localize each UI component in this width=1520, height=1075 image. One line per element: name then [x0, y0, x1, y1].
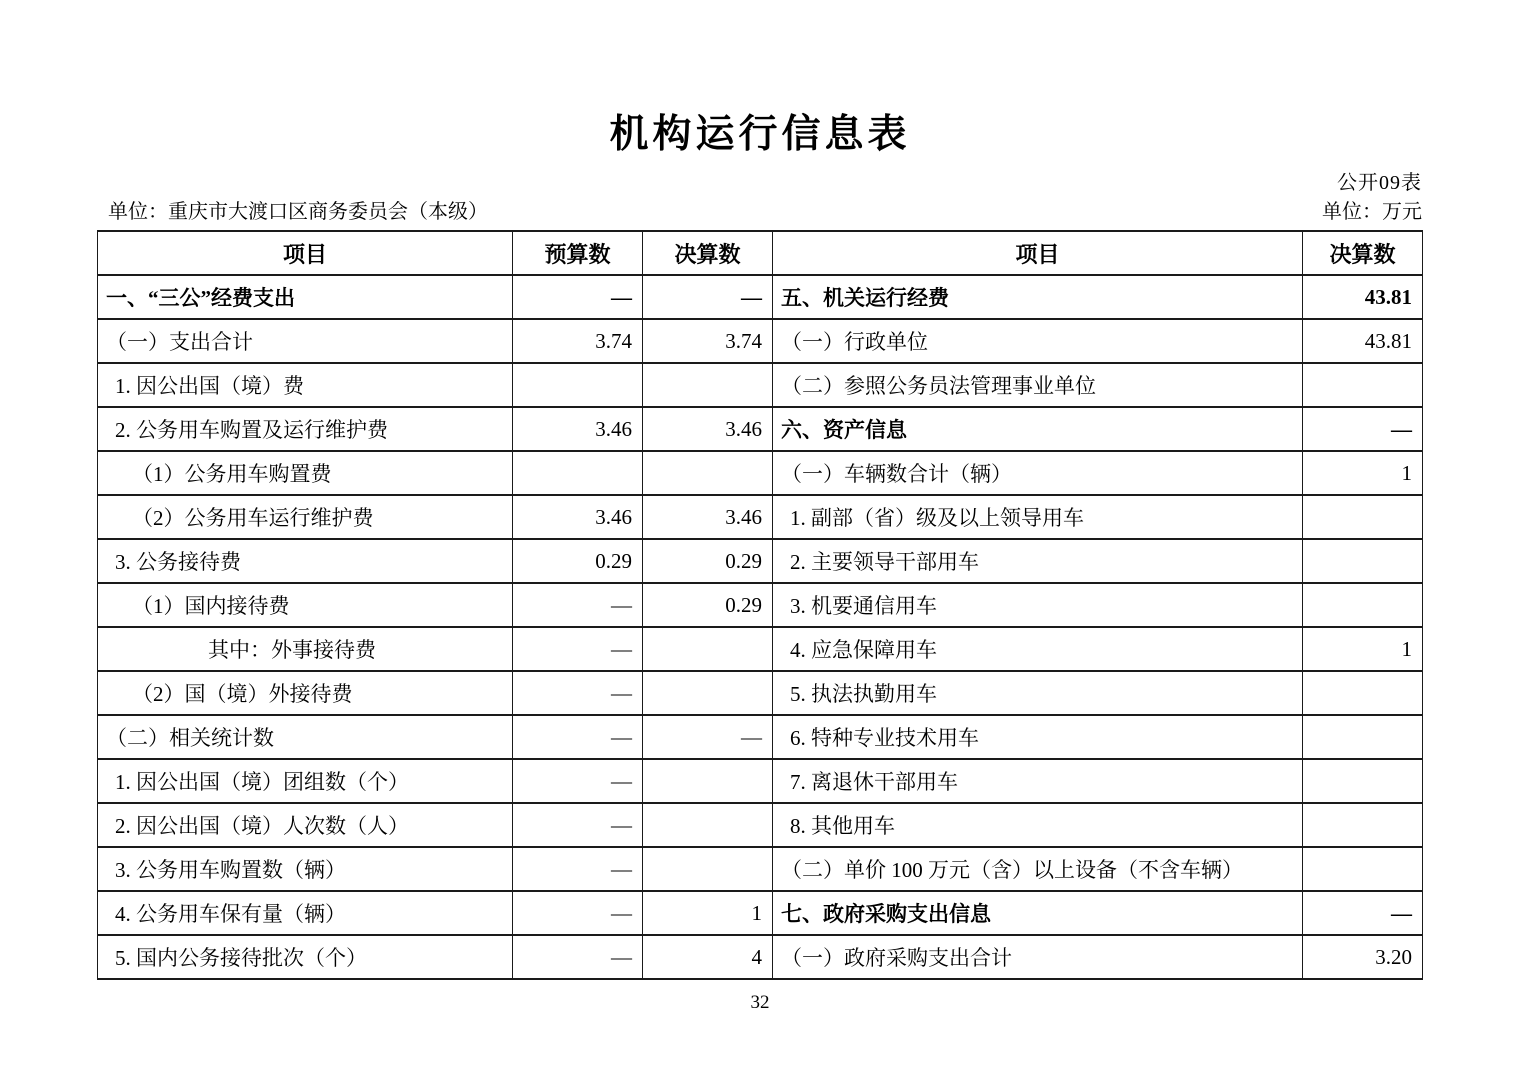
- budget-cell-left: [513, 363, 643, 407]
- budget-cell-left: —: [513, 803, 643, 847]
- final-cell-left: [643, 847, 773, 891]
- item-cell-left: 一、“三公”经费支出: [98, 275, 513, 319]
- budget-cell-left: —: [513, 935, 643, 979]
- item-cell-right: 2. 主要领导干部用车: [773, 539, 1303, 583]
- header-left-final: 决算数: [643, 231, 773, 275]
- final-cell-left: 4: [643, 935, 773, 979]
- item-cell-right: 7. 离退休干部用车: [773, 759, 1303, 803]
- budget-cell-left: —: [513, 891, 643, 935]
- final-cell-left: 0.29: [643, 539, 773, 583]
- final-cell-right: [1303, 847, 1423, 891]
- item-cell-left: 2. 公务用车购置及运行维护费: [98, 407, 513, 451]
- item-cell-left: 5. 国内公务接待批次（个）: [98, 935, 513, 979]
- item-cell-right: （二）单价 100 万元（含）以上设备（不含车辆）: [773, 847, 1303, 891]
- table-row: [98, 407, 1423, 451]
- final-cell-right: [1303, 759, 1423, 803]
- item-cell-left: 3. 公务用车购置数（辆）: [98, 847, 513, 891]
- final-cell-right: —: [1303, 407, 1423, 451]
- budget-cell-left: 3.74: [513, 319, 643, 363]
- table-row: [98, 847, 1423, 891]
- table-row: [98, 759, 1423, 803]
- table-row: [98, 275, 1423, 319]
- form-code-label: 公开09表: [1337, 172, 1422, 194]
- final-cell-right: 1: [1303, 451, 1423, 495]
- final-cell-right: —: [1303, 891, 1423, 935]
- item-cell-right: 六、资产信息: [773, 407, 1303, 451]
- item-cell-left: 2. 因公出国（境）人次数（人）: [98, 803, 513, 847]
- final-cell-left: [643, 627, 773, 671]
- final-cell-left: —: [643, 275, 773, 319]
- final-cell-left: [643, 803, 773, 847]
- item-cell-right: （一）车辆数合计（辆）: [773, 451, 1303, 495]
- budget-cell-left: 3.46: [513, 495, 643, 539]
- table-row: [98, 319, 1423, 363]
- item-cell-left: （2）国（境）外接待费: [98, 671, 513, 715]
- final-cell-left: 3.46: [643, 407, 773, 451]
- budget-cell-left: —: [513, 583, 643, 627]
- item-cell-right: （一）行政单位: [773, 319, 1303, 363]
- page-title: 机构运行信息表: [609, 113, 911, 156]
- table-row: [98, 935, 1423, 979]
- item-cell-right: 1. 副部（省）级及以上领导用车: [773, 495, 1303, 539]
- final-cell-right: [1303, 715, 1423, 759]
- table-row: [98, 363, 1423, 407]
- item-cell-right: （二）参照公务员法管理事业单位: [773, 363, 1303, 407]
- final-cell-right: [1303, 803, 1423, 847]
- budget-cell-left: 3.46: [513, 407, 643, 451]
- unit-currency-label: 单位：万元: [1322, 201, 1422, 223]
- header-left-item: 项目: [98, 231, 513, 275]
- item-cell-right: 8. 其他用车: [773, 803, 1303, 847]
- final-cell-right: 1: [1303, 627, 1423, 671]
- item-cell-left: 4. 公务用车保有量（辆）: [98, 891, 513, 935]
- table-row: [98, 671, 1423, 715]
- header-right-final: 决算数: [1303, 231, 1423, 275]
- item-cell-left: 其中：外事接待费: [98, 627, 513, 671]
- budget-cell-left: —: [513, 847, 643, 891]
- page-number: 32: [750, 992, 770, 1013]
- table-row: [98, 715, 1423, 759]
- final-cell-left: [643, 363, 773, 407]
- budget-cell-left: [513, 451, 643, 495]
- budget-cell-left: —: [513, 759, 643, 803]
- final-cell-left: 0.29: [643, 583, 773, 627]
- table-row: [98, 583, 1423, 627]
- unit-name-label: 单位：重庆市大渡口区商务委员会（本级）: [108, 201, 488, 223]
- item-cell-left: 3. 公务接待费: [98, 539, 513, 583]
- header-right-item: 项目: [773, 231, 1303, 275]
- item-cell-right: 5. 执法执勤用车: [773, 671, 1303, 715]
- item-cell-right: 6. 特种专业技术用车: [773, 715, 1303, 759]
- item-cell-right: 五、机关运行经费: [773, 275, 1303, 319]
- item-cell-left: （1）国内接待费: [98, 583, 513, 627]
- header-budget: 预算数: [513, 231, 643, 275]
- final-cell-right: [1303, 539, 1423, 583]
- table-row: [98, 451, 1423, 495]
- final-cell-left: [643, 671, 773, 715]
- item-cell-right: （一）政府采购支出合计: [773, 935, 1303, 979]
- item-cell-left: （一）支出合计: [98, 319, 513, 363]
- item-cell-left: （1）公务用车购置费: [98, 451, 513, 495]
- item-cell-right: 七、政府采购支出信息: [773, 891, 1303, 935]
- budget-cell-left: —: [513, 275, 643, 319]
- budget-cell-left: —: [513, 715, 643, 759]
- table-row: [98, 627, 1423, 671]
- final-cell-right: [1303, 495, 1423, 539]
- final-cell-left: 3.74: [643, 319, 773, 363]
- table-row: [98, 495, 1423, 539]
- final-cell-left: 3.46: [643, 495, 773, 539]
- final-cell-right: 3.20: [1303, 935, 1423, 979]
- item-cell-left: 1. 因公出国（境）费: [98, 363, 513, 407]
- final-cell-left: [643, 451, 773, 495]
- final-cell-right: 43.81: [1303, 275, 1423, 319]
- final-cell-left: [643, 759, 773, 803]
- item-cell-right: 3. 机要通信用车: [773, 583, 1303, 627]
- final-cell-right: 43.81: [1303, 319, 1423, 363]
- table-row: [98, 539, 1423, 583]
- table-row: [98, 803, 1423, 847]
- final-cell-right: [1303, 363, 1423, 407]
- final-cell-right: [1303, 583, 1423, 627]
- final-cell-right: [1303, 671, 1423, 715]
- item-cell-left: （2）公务用车运行维护费: [98, 495, 513, 539]
- budget-cell-left: —: [513, 671, 643, 715]
- final-cell-left: 1: [643, 891, 773, 935]
- table-row: [98, 891, 1423, 935]
- item-cell-left: 1. 因公出国（境）团组数（个）: [98, 759, 513, 803]
- item-cell-right: 4. 应急保障用车: [773, 627, 1303, 671]
- final-cell-left: —: [643, 715, 773, 759]
- unit-line: [108, 195, 1422, 224]
- budget-cell-left: —: [513, 627, 643, 671]
- operation-info-table: [97, 230, 1423, 980]
- table-header-row: [98, 231, 1423, 275]
- budget-cell-left: 0.29: [513, 539, 643, 583]
- item-cell-left: （二）相关统计数: [98, 715, 513, 759]
